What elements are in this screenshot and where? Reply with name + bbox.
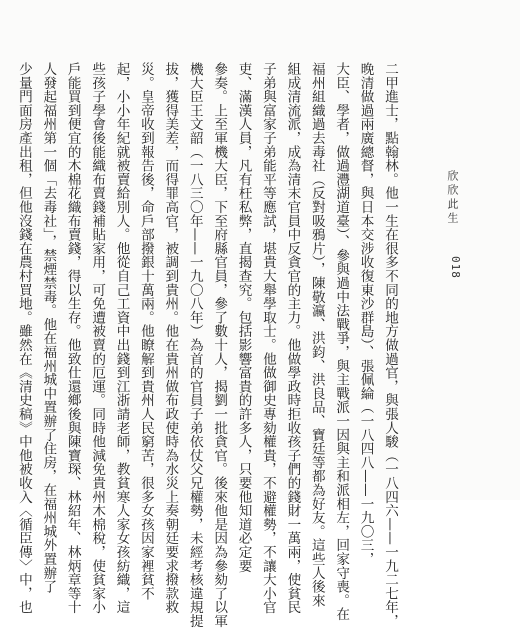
text-column: 人發起福州第一個「去毒社」，禁煙禁毒。他在福州城中置辦了住房，在福州城外置辦了 bbox=[40, 62, 57, 594]
running-head: 欣欣此生 bbox=[446, 170, 459, 226]
text-column: 機大臣王文韶（一八三〇年——一九〇八年）為首的官員子弟依仗父兄權勢，未經考核違規提 bbox=[186, 62, 203, 628]
text-column: 大臣、學者，做過灃湖道臺）、參與過中法戰爭，與主戰派一因與主和派相左，回家守喪。在 bbox=[333, 62, 350, 621]
text-column: 晚清做過兩廣總督，與日本交涉收復東沙群島）、張佩綸（一八四八——一九〇三， bbox=[357, 62, 374, 566]
text-column: 福州組織過去毒社（反對吸鴉片），陳敬瀛、洪鈞、洪良品、寶廷等都為好友。這些人後來 bbox=[308, 62, 325, 608]
vertical-text-block bbox=[12, 62, 403, 628]
text-column: 些孩子學會後能織布賣錢補貼家用，可免遭被賣的厄運。同時他減免貴州木棉稅，使貧家小 bbox=[89, 62, 106, 614]
text-column: 組成清流派，成為清末官員中反貪官的主力。他做學政時拒收孩子們的錢財一萬兩，使貧民 bbox=[284, 62, 301, 614]
text-column: 戶能買到便宜的木棉花織布賣錢，得以生存。他致仕還鄉後與陳寶琛、林紹年、林炳章等十 bbox=[64, 62, 81, 614]
text-column: 起，小小年紀就被賣給別人。他從自己工資中出錢到江浙請老師，教貧寒人家女孩紡織，這 bbox=[113, 62, 130, 614]
text-column: 少量門面房產出租，但他沒錢在農村買地。雖然在《清史稿》中他被收入〈循臣傳〉中，也 bbox=[15, 62, 32, 614]
text-column: 拔，獲得美差，而得罪高官，被調到貴州。他在貴州做布政使時為水災上奏朝廷要求撥款救 bbox=[162, 62, 179, 614]
text-column: 吏、滿漢人員，凡有枉私弊，直揭查究。包括影響富貴的許多人，只要他知道必定要 bbox=[235, 62, 252, 573]
text-column: 參奏。上至軍機大臣，下至府縣官員，參了數十人，揭劉一批貪官。後來他是因為參劾了以軍 bbox=[211, 62, 228, 628]
text-column: 災。皇帝收到報告後，命戶部撥銀十萬兩。他瞭解到貴州人民窮苦，很多女孩因家裡貧不 bbox=[137, 62, 154, 601]
text-column: 子弟與富家子弟能平等應試，堪貴大舉學取士。他做御史專劾權貴，不避權勢，不讓大小官 bbox=[259, 62, 276, 614]
page-number: 018 bbox=[449, 256, 462, 279]
text-column: 二甲進士，點翰林。他一生在很多不同的地方做過官，與張人駿（一八四六——一九二七年， bbox=[382, 62, 398, 628]
